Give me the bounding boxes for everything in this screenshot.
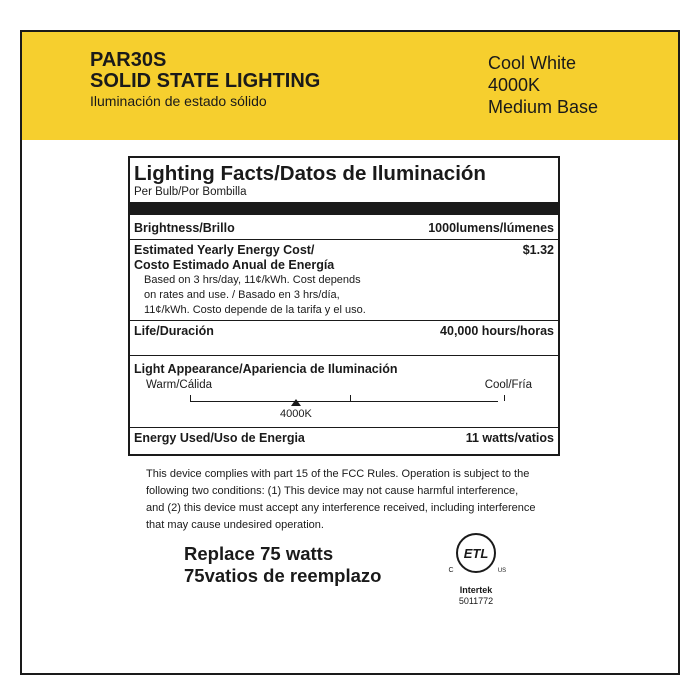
- cost-label-2: Costo Estimado Anual de Energía: [134, 258, 335, 272]
- facts-per-bulb: Per Bulb/Por Bombilla: [134, 186, 247, 198]
- cost-row: [134, 243, 554, 258]
- scale-marker-icon: [291, 399, 301, 406]
- cost-value: $1.32: [522, 243, 554, 257]
- cost-row-2: [134, 258, 554, 273]
- energy-row: [134, 431, 554, 446]
- banner-left: [90, 50, 320, 110]
- cost-note-2: on rates and use. / Basado en 3 hrs/día,: [144, 289, 340, 301]
- cool-label: Cool/Fría: [484, 379, 532, 391]
- etl-listed-mark-icon: [436, 527, 516, 589]
- etl-lab-name: Intertek: [459, 585, 493, 595]
- life-value: 40,000 hours/horas: [440, 324, 554, 338]
- product-title: SOLID STATE LIGHTING: [90, 70, 321, 92]
- appearance-scale-labels: [134, 377, 554, 393]
- color-temperature: 4000K: [488, 75, 541, 95]
- appearance-scale: [134, 393, 554, 427]
- brightness-row: [134, 221, 554, 236]
- facts-header-bar: [130, 202, 558, 215]
- divider: [130, 239, 558, 240]
- label-card: [20, 30, 680, 675]
- fcc-line: that may cause undesired operation.: [146, 519, 324, 531]
- etl-mark-text: ETL: [463, 546, 489, 561]
- life-label: Life/Duración: [134, 324, 214, 338]
- fcc-line: and (2) this device must accept any interference received, including interference: [146, 502, 536, 514]
- brightness-label: Brightness/Brillo: [134, 221, 235, 235]
- etl-number: 5011772: [458, 596, 494, 606]
- etl-certification: [436, 527, 516, 617]
- etl-right-mark: US: [497, 568, 507, 574]
- energy-label: Energy Used/Uso de Energia: [134, 431, 305, 445]
- cost-note-1: Based on 3 hrs/day, 11¢/kWh. Cost depends: [144, 274, 361, 286]
- facts-title: Lighting Facts/Datos de Iluminación: [134, 162, 486, 185]
- appearance-row: [134, 362, 554, 377]
- life-row: [134, 324, 554, 339]
- product-model: PAR30S: [90, 49, 167, 71]
- replace-line-en: Replace 75 watts: [184, 543, 334, 564]
- divider: [130, 355, 558, 356]
- energy-value: 11 watts/vatios: [465, 431, 554, 445]
- etl-left-mark: C: [448, 567, 454, 574]
- replace-line-es: 75vatios de reemplazo: [184, 565, 382, 586]
- color-name: Cool White: [488, 53, 577, 73]
- lighting-facts-box: [128, 156, 560, 456]
- scale-tick: [190, 395, 191, 401]
- cost-note-3: 11¢/kWh. Costo depende de la tarifa y el uso.: [144, 304, 366, 316]
- appearance-value: 4000K: [280, 408, 312, 420]
- fcc-line: This device complies with part 15 of the FCC Rules. Operation is subject to the: [146, 468, 530, 480]
- fcc-statement: [146, 466, 566, 534]
- scale-line: [190, 401, 498, 402]
- product-subtitle: Iluminación de estado sólido: [90, 93, 267, 109]
- banner-right: [488, 52, 598, 118]
- fcc-line: following two conditions: (1) This device may not cause harmful interference,: [146, 485, 519, 497]
- divider: [130, 320, 558, 321]
- appearance-label: Light Appearance/Apariencia de Iluminación: [134, 362, 398, 376]
- base-type: Medium Base: [488, 97, 599, 117]
- scale-tick: [504, 395, 505, 401]
- product-banner: [22, 32, 678, 140]
- scale-tick: [350, 395, 351, 401]
- replace-statement: [184, 543, 381, 587]
- divider: [130, 427, 558, 428]
- cost-label-1: Estimated Yearly Energy Cost/: [134, 243, 315, 257]
- brightness-value: 1000lumens/lúmenes: [428, 221, 554, 235]
- warm-label: Warm/Cálida: [146, 379, 213, 391]
